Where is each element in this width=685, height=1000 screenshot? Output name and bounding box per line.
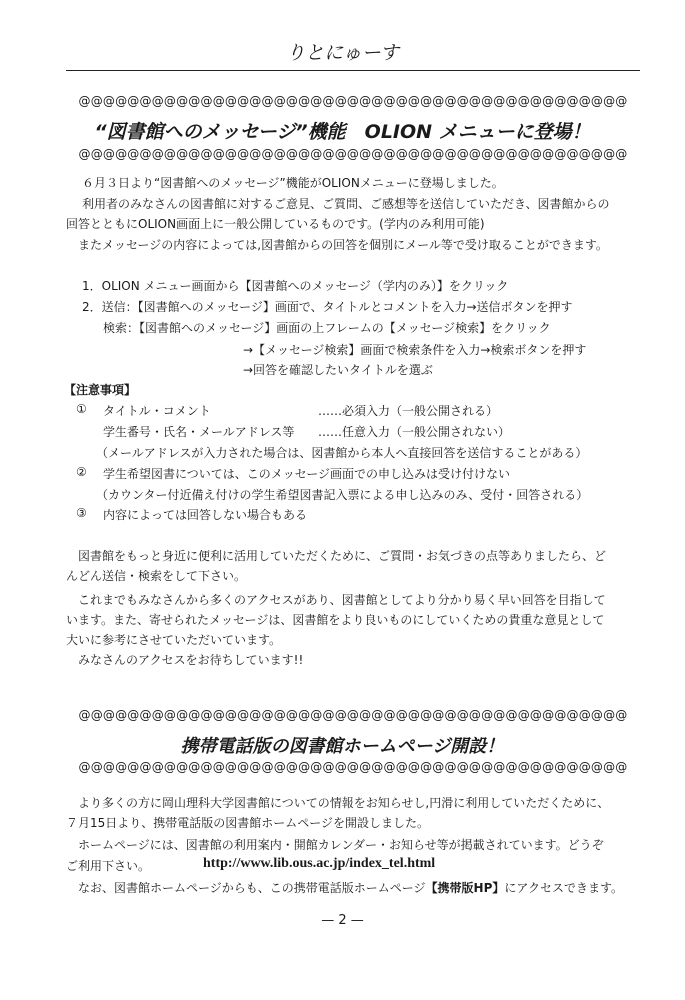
note-text: （カウンター付近備え付けの学生希望図書記入票による申し込みのみ、受付・回答される） [96,488,589,502]
paragraph-line: 図書館をもっと身近に便利に活用していただくために、ご質問・お気づきの点等ありましたら、ど [78,549,607,563]
note-marker: ③ [76,506,87,520]
note-text: （メールアドレスが入力された場合は、図書館から本人へ直接回答を送信することがある） [96,446,588,460]
paragraph-line: みなさんのアクセスをお待ちしています!! [78,653,304,667]
notes-heading: 【注意事項】 [64,383,137,397]
note-marker: ① [76,402,87,416]
step-item: 検索：【図書館へのメッセージ】画面の上フレームの【メッセージ検索】をクリック [103,321,551,335]
newsletter-title: りとにゅーす [286,42,399,64]
paragraph-line [78,880,623,896]
paragraph-line: ７月15日より、携帯電話版の図書館ホームページを開設しました。 [66,816,430,830]
step-item: 2．送信：【図書館へのメッセージ】画面で、タイトルとコメントを入力→送信ボタンを押す [82,300,573,314]
page-number: — 2 — [321,913,364,928]
note-marker: ② [76,465,87,479]
mobile-hp-link-label[interactable]: 【携帯版HP】 [425,881,505,895]
paragraph-line: ホームページには、図書館の利用案内・開館カレンダー・お知らせ等が掲載されています。どうぞ [78,838,604,852]
text-span: にアクセスできます。 [504,881,624,895]
paragraph-line: 大いに参考にさせていただいています。 [66,633,282,647]
paragraph-line: またメッセージの内容によっては,図書館からの回答を個別にメール等で受け取ることができます。 [78,238,608,252]
paragraph-line: ６月３日より“図書館へのメッセージ”機能がOLIONメニューに登場しました。 [82,176,504,190]
header-rule [66,70,640,71]
step-item: →【メッセージ検索】画面で検索条件を入力→検索ボタンを押す [243,343,587,357]
note-text: 内容によっては回答しない場合もある [103,508,308,522]
paragraph-line: 利用者のみなさんの図書館に対するご意見、ご質問、ご感想等を送信していただき、図書館からの [82,197,610,211]
text-span: なお、図書館ホームページからも、この携帯電話版ホームページ [78,881,426,895]
decorative-at-row: @@@@@@@@@@@@@@@@@@@@@@@@@@@@@@@@@@@@@@@@@@@@@ [78,94,628,108]
section1-headline: “図書館へのメッセージ”機能 OLION メニューに登場！ [94,121,591,143]
section2-headline: 携帯電話版の図書館ホームページ開設！ [180,736,505,757]
paragraph-line: ご利用下さい。 [66,859,151,873]
note-label: タイトル・コメント [103,404,211,418]
mobile-homepage-link[interactable]: http://www.lib.ous.ac.jp/index_tel.html [203,856,436,871]
step-item: 1．OLION メニュー画面から【図書館へのメッセージ（学内のみ）】をクリック [82,279,509,293]
paragraph-line: います。また、寄せられたメッセージは、図書館をより良いものにしていくための貴重な意見として [66,613,605,627]
decorative-at-row: @@@@@@@@@@@@@@@@@@@@@@@@@@@@@@@@@@@@@@@@@@@@@ [78,708,628,722]
note-label: 学生番号・氏名・メールアドレス等 [103,425,295,439]
decorative-at-row: @@@@@@@@@@@@@@@@@@@@@@@@@@@@@@@@@@@@@@@@@@@@@ [78,147,628,161]
note-value: ……必須入力（一般公開される） [318,404,499,418]
note-value: ……任意入力（一般公開されない） [318,425,511,439]
note-text: 学生希望図書については、このメッセージ画面での申し込みは受け付けない [103,467,511,481]
paragraph-line: 回答とともにOLION画面上に一般公開しているものです。(学内のみ利用可能) [66,217,485,231]
step-item: →回答を確認したいタイトルを選ぶ [243,363,433,377]
paragraph-line: これまでもみなさんから多くのアクセスがあり、図書館としてより分かり易く早い回答を目指して [78,593,606,607]
paragraph-line: より多くの方に岡山理科大学図書館についての情報をお知らせし,円滑に利用していただくために、 [78,796,610,810]
decorative-at-row: @@@@@@@@@@@@@@@@@@@@@@@@@@@@@@@@@@@@@@@@@@@@@ [78,760,628,774]
paragraph-line: んどん送信・検索をして下さい。 [66,569,247,583]
